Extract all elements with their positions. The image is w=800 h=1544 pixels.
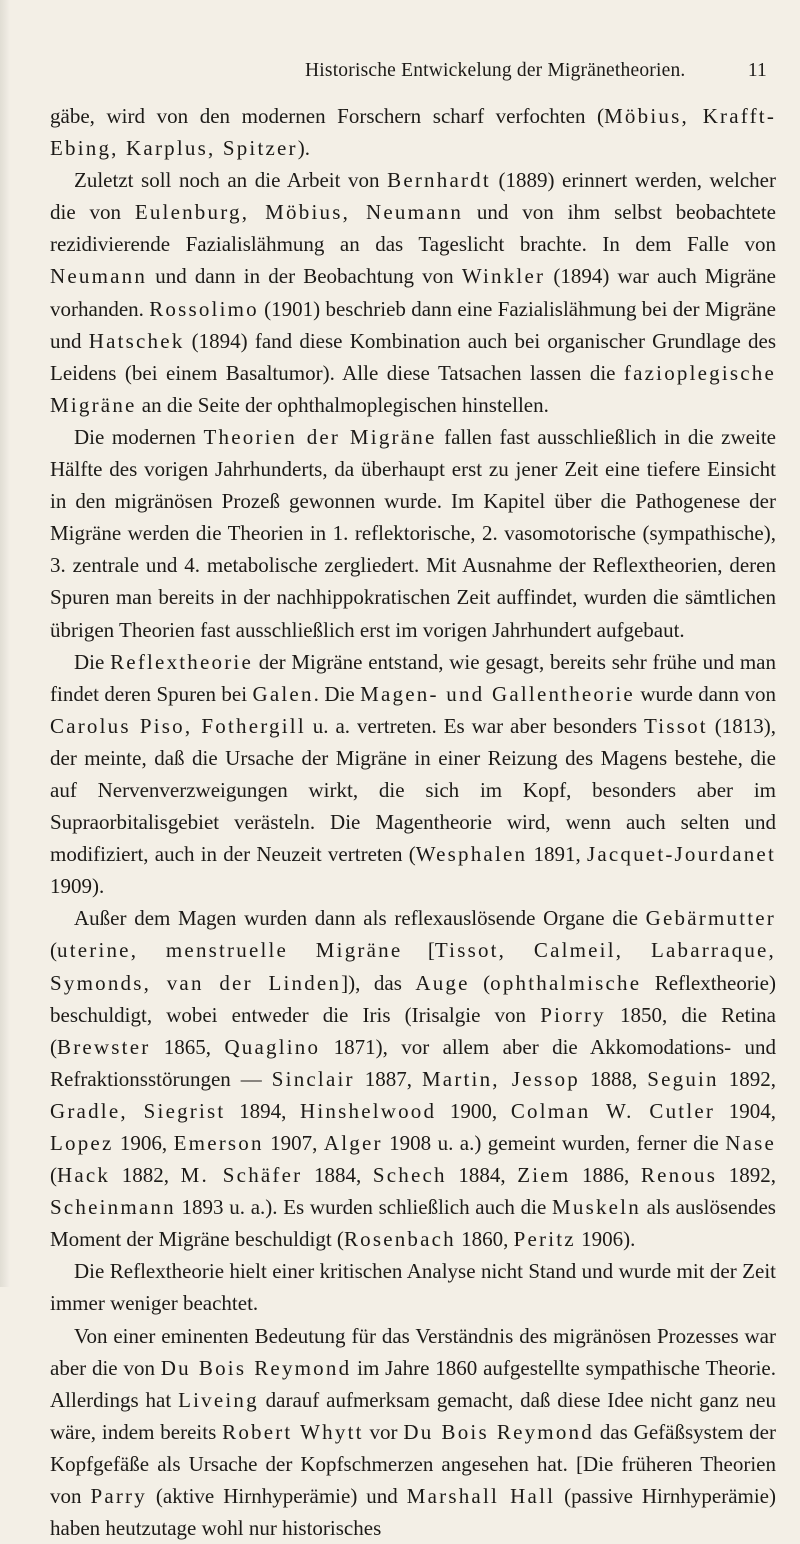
spaced-name: Jacquet-Jourdanet [586, 842, 776, 867]
text-run: Außer dem Magen wurden dann als reflexauslösende Organe die [74, 906, 646, 931]
spaced-name: Gradle, Siegrist [50, 1098, 226, 1123]
spaced-name: Hinshelwood [300, 1098, 437, 1123]
text-run: 1884, [446, 1163, 518, 1188]
spaced-name: Robert Whytt [222, 1419, 364, 1444]
spaced-name: Bernhardt [387, 168, 491, 193]
text-run: 1908 u. a.) gemeint wurden, ferner die [382, 1131, 726, 1155]
spaced-name: Reflextheorie [110, 649, 253, 674]
text-run: 1865, [150, 1034, 225, 1059]
text-run: ( [469, 970, 491, 995]
paragraph [50, 902, 776, 1255]
running-head-title: Historische Entwickelung der Migränetheorien. [305, 60, 686, 81]
page-number: 11 [747, 60, 767, 81]
text-run: Die [74, 649, 111, 674]
text-run: 1884, [302, 1163, 373, 1188]
text-run: (1894) war auch Migräne vorhanden. [50, 264, 776, 321]
text-run: Von einer eminenten Bedeutung für das Verständnis des migränösen Prozesses war aber die von [50, 1323, 776, 1380]
text-run: darauf aufmerksam gemacht, daß diese Idee nicht ganz neu wäre, indem bereits [50, 1387, 776, 1444]
text-run: wurde dann von [634, 681, 776, 706]
spaced-name: Schech [372, 1163, 447, 1188]
text-run: 1893 u. a.). Es wurden schließlich auch die [175, 1195, 553, 1220]
spaced-name: Tissot [644, 713, 708, 738]
text-run: 1860, [455, 1227, 514, 1252]
text-run: Die Reflextheorie hielt einer kritischen Analyse nicht Stand und wurde mit der Zeit immer weniger beachtet. [50, 1259, 776, 1316]
spaced-name: Lopez [50, 1131, 114, 1155]
text-run: 1892, [718, 1066, 777, 1091]
spaced-name: Winkler [461, 264, 546, 289]
text-run: 1892, [717, 1163, 776, 1188]
spaced-name: Neumann [50, 264, 148, 289]
text-run: gäbe, wird von den modernen Forschern scharf verfochten ( [50, 104, 605, 128]
spaced-name: Colman W. Cutler [510, 1098, 716, 1123]
paragraph [50, 100, 776, 164]
text-run: 1888, [579, 1066, 648, 1091]
spaced-name: Auge [415, 970, 470, 995]
spaced-name: Quaglino [224, 1034, 321, 1059]
spaced-name: Rossolimo [149, 296, 259, 321]
spaced-name: Parry [90, 1484, 147, 1509]
text-run: als auslösendes Moment der Migräne beschuldigt ( [50, 1195, 776, 1252]
text-run: Zuletzt soll noch an die Arbeit von [74, 168, 388, 193]
text-run: 1871), vor allem aber die Akkomodations- und Refraktionsstörungen — [50, 1034, 777, 1091]
spaced-name: Marshall Hall [406, 1484, 556, 1509]
text-run: . Die [313, 681, 361, 706]
text-run: der Migräne entstand, wie gesagt, bereits sehr frühe und man findet deren Spuren bei [50, 649, 776, 706]
text-run: Reflextheorie) beschuldigt, wobei entweder die Iris (Irisalgie von [50, 970, 777, 1027]
spaced-name: Du Bois Reymond [160, 1355, 352, 1380]
body-text [50, 100, 776, 1544]
spaced-name: M. Schäfer [180, 1163, 303, 1188]
spaced-name: Nase [725, 1131, 777, 1155]
text-run: ( [50, 938, 57, 963]
text-run: 1904, [715, 1098, 777, 1123]
text-run: und dann in der Beobachtung von [147, 264, 462, 289]
text-run: vor [363, 1419, 404, 1444]
spaced-name: Peritz [513, 1227, 576, 1252]
paragraph [50, 646, 776, 903]
spaced-name: Sinclair [271, 1066, 355, 1091]
spaced-name: Eulenburg, Möbius, Neumann [134, 200, 464, 225]
spaced-name: Muskeln [552, 1195, 641, 1220]
page-edge-shadow [0, 0, 10, 1287]
text-run: 1909). [50, 874, 105, 899]
spaced-name: Magen- und Gallentheorie [360, 681, 635, 706]
spaced-name: fazioplegische Migräne [50, 360, 776, 417]
spaced-name: Martin, Jessop [421, 1066, 580, 1091]
text-run: (passive Hirnhyperämie) haben heutzutage wohl nur historisches [50, 1484, 776, 1541]
spaced-name: Ziem [517, 1163, 571, 1188]
spaced-name: Seguin [647, 1066, 719, 1091]
text-run: an die Seite der ophthalmoplegischen hinstellen. [136, 392, 549, 417]
text-run: ]), das [341, 970, 416, 995]
spaced-name: Carolus Piso, Fothergill [50, 713, 306, 738]
spaced-name: Emerson [173, 1131, 264, 1155]
text-run: 1891, [527, 842, 587, 867]
paragraph [50, 1255, 776, 1319]
spaced-name: Rosenbach [343, 1227, 456, 1252]
spaced-name: Gebärmutter [645, 906, 776, 931]
spaced-name: Hatschek [88, 328, 185, 353]
text-run: (1894) fand diese Kombination auch bei organischer Grundlage des Leidens (bei einem Basaltumor). Alle diese Tatsachen lassen die [50, 328, 776, 385]
text-run: und von ihm selbst beobachtete rezidivierende Fazialislähmung an das Tageslicht brachte. In dem Falle von [50, 200, 777, 257]
spaced-name: Alger [323, 1131, 383, 1155]
spaced-name: Galen [252, 681, 314, 706]
text-run: Die modernen [74, 424, 204, 449]
text-run: (aktive Hirnhyperämie) und [146, 1484, 407, 1509]
spaced-name: Hack [57, 1163, 111, 1188]
spaced-name: Scheinmann [50, 1195, 176, 1220]
text-run: u. a. vertreten. Es war aber besonders [305, 713, 645, 738]
text-run: 1894, [225, 1098, 301, 1123]
spaced-name: Wesphalen [415, 842, 528, 867]
spaced-name: uterine, menstruelle Migräne [57, 938, 403, 963]
text-run: 1887, [354, 1066, 422, 1091]
spaced-name: Brewster [57, 1034, 151, 1059]
text-run: 1900, [436, 1098, 511, 1123]
spaced-name: Du Bois Reymond [403, 1419, 594, 1444]
text-run: 1906). [575, 1227, 636, 1252]
text-run: 1907, [263, 1131, 324, 1155]
paragraph [50, 1320, 776, 1544]
text-run: im Jahre 1860 aufgestellte sympathische Theorie. Allerdings hat [50, 1355, 776, 1412]
text-run: fallen fast ausschließlich in die zweite Hälfte des vorigen Jahrhunderts, da überhaupt erst zu jener Zeit eine tiefere Einsicht in den migränösen Prozeß gewonnen wurde. Im Kapitel über die Pathogenese der Migräne werden die Theorien in 1. reflektorische, 2. vasomotorische (sympathische), 3. zentrale und 4. metabolische zergliedert. Mit Ausnahme der Reflextheorien, deren Spuren man bereits in der nachhippokratischen Zeit auffindet, wurden die sämtlichen übrigen Theorien fast ausschließlich erst im vorigen Jahrhundert aufgebaut. [50, 424, 776, 642]
spaced-name: Tissot, Calmeil, Labarraque, Symonds, van der Linden [50, 938, 776, 995]
spaced-name: Liveing [178, 1387, 259, 1412]
spaced-name: Theorien der Migräne [203, 424, 437, 449]
text-run: (1889) erinnert werden, welcher die von [50, 168, 776, 225]
spaced-name: Piorry [540, 1002, 606, 1027]
text-run: 1886, [570, 1163, 641, 1188]
paragraph [50, 421, 776, 646]
text-run: das Gefäßsystem der Kopfgefäße als Ursache der Kopfschmerzen angesehen hat. [Die früheren Theorien von [50, 1419, 776, 1509]
paragraph [50, 164, 776, 421]
spaced-name: Möbius, Krafft-Ebing, Karplus, Spitzer [50, 104, 777, 161]
text-run: 1882, [110, 1163, 181, 1188]
text-run: (1813), der meinte, daß die Ursache der Migräne in einer Reizung des Magens bestehe, die auf Nervenverzweigungen wirkt, die sich im Kopf, besonders aber im Supraorbitalisgebiet verästeln. Die Magentheorie wird, wenn auch selten und modifiziert, auch in der Neuzeit vertreten ( [50, 713, 776, 867]
spaced-name: ophthalmische [490, 970, 642, 995]
text-run: 1850, die Retina ( [50, 1002, 776, 1059]
text-run: 1906, [113, 1131, 174, 1155]
text-run: (1901) beschrieb dann eine Fazialislähmung bei der Migräne und [50, 296, 776, 353]
text-run: [ [402, 938, 435, 963]
spaced-name: Renous [640, 1163, 718, 1188]
text-run: ( [50, 1163, 57, 1188]
text-run: ). [297, 136, 310, 161]
